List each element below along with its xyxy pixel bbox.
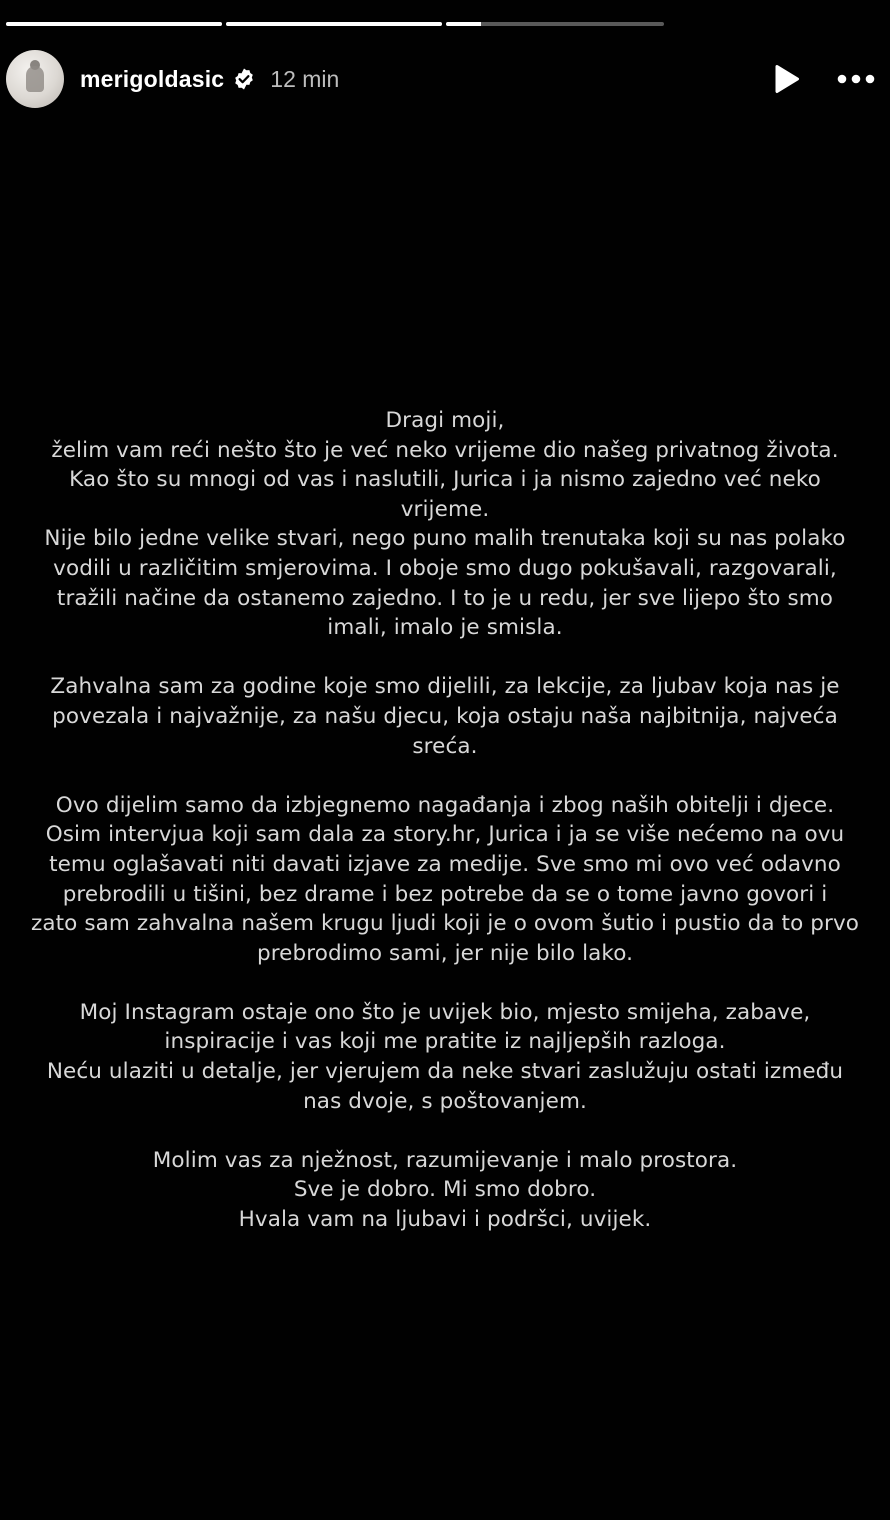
- message-paragraph-5: Molim vas za nježnost, razumijevanje i malo prostora. Sve je dobro. Mi smo dobro. Hvala vam na ljubavi i podršci, uvijek.: [152, 1147, 738, 1233]
- story-message: [20, 406, 870, 1235]
- message-paragraph-2: Zahvalna sam za godine koje smo dijelili, za lekcije, za ljubav koja nas je povezala i najvažnije, za našu djecu, koja ostaju naša najbitnija, najveća sreća.: [50, 674, 840, 759]
- avatar[interactable]: [6, 50, 64, 108]
- message-paragraph-4: Moj Instagram ostaje ono što je uvijek bio, mjesto smijeha, zabave, inspiracije i vas koji me pratite iz najljepših razloga. Neću ulaziti u detalje, jer vjerujem da neke stvari zaslužuju ostati između nas dvoje, s poštovanjem.: [46, 999, 844, 1114]
- progress-segment-2: [226, 22, 442, 26]
- username[interactable]: merigoldasic: [80, 65, 225, 92]
- verified-badge-icon: [232, 67, 256, 91]
- play-icon: [774, 64, 800, 94]
- progress-segment-3: [446, 22, 664, 26]
- story-header: [6, 48, 876, 110]
- post-time: 12 min: [270, 65, 340, 92]
- play-button[interactable]: [772, 62, 802, 96]
- story-progress-bar: [6, 22, 664, 26]
- more-options-button[interactable]: [836, 62, 876, 96]
- message-paragraph-3: Ovo dijelim samo da izbjegnemo nagađanja i zbog naših obitelji i djece. Osim intervjua koji sam dala za story.hr, Jurica i ja se više nećemo na ovu temu oglašavati niti davati izjave za medije. Sve smo mi ovo već odavno prebrodili u tišini, bez drame i bez potrebe da se o tome javno govori i zato sam zahvalna našem krugu ljudi koji je o ovom šutio i pustio da to prvo prebrodimo sami, jer nije bilo lako.: [30, 792, 860, 966]
- more-horizontal-icon: [837, 74, 875, 84]
- progress-segment-1: [6, 22, 222, 26]
- message-paragraph-1: Dragi moji, želim vam reći nešto što je već neko vrijeme dio našeg privatnog života. Kao što su mnogi od vas i naslutili, Jurica i ja nismo zajedno već neko vrijeme. Nije bilo jedne velike stvari, nego puno malih trenutaka koji su nas polako vodili u različitim smjerovima. I oboje smo dugo pokušavali, razgovarali, tražili načine da ostanemo zajedno. I to je u redu, jer sve lijepo što smo imali, imalo je smisla.: [44, 408, 846, 641]
